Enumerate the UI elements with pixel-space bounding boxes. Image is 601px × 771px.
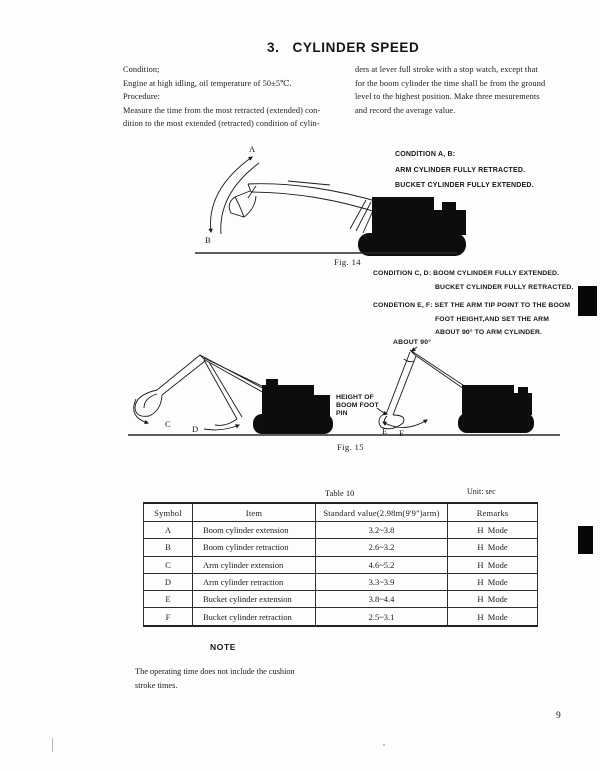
about-90-label: ABOUT 90°: [393, 339, 432, 346]
cell-value: 2.5~3.1: [316, 608, 448, 626]
cell-remarks: H Mode: [448, 608, 538, 626]
table-row: [144, 522, 538, 539]
table-row: [144, 608, 538, 626]
cell-remarks: H Mode: [448, 591, 538, 608]
col-header-remarks: Remarks: [448, 503, 538, 522]
intro-line: Measure the time from the most retracted (extended) con-: [123, 105, 321, 115]
fig15-label-f: F: [399, 428, 404, 438]
condition-line: CONDITION C, D: BOOM CYLINDER FULLY EXTENDED.: [373, 270, 560, 277]
fig15-caption: Fig. 15: [337, 442, 364, 452]
excavator-body-silhouettes: [253, 379, 534, 434]
cell-value: 3.2~3.8: [316, 522, 448, 539]
fig15-label-e: E: [382, 426, 388, 436]
scan-artifact: [383, 744, 385, 746]
table-row: [144, 556, 538, 573]
cell-symbol: D: [144, 573, 193, 590]
cell-item: Bucket cylinder extension: [193, 591, 316, 608]
excavator-body-silhouette: [358, 197, 466, 256]
label-line: PIN: [336, 410, 348, 417]
fig15-label-c: C: [165, 419, 171, 429]
fig14-label-b: B: [205, 235, 211, 245]
table-title: Table 10: [325, 488, 355, 498]
fig14-caption: Fig. 14: [334, 257, 361, 267]
cell-symbol: E: [144, 591, 193, 608]
col-header-standard-value: Standard value(2.98m(9'9")arm): [316, 503, 448, 522]
cell-remarks: H Mode: [448, 539, 538, 556]
intro-right-column: [355, 63, 569, 117]
intro-line: Condition;: [123, 65, 160, 74]
intro-line: ders at lever full stroke with a stop watch, except that: [355, 65, 538, 74]
cell-item: Boom cylinder extension: [193, 522, 316, 539]
condition-line: ABOUT 90° TO ARM CYLINDER.: [435, 329, 543, 336]
intro-left-column: [123, 63, 341, 131]
condition-line: CONDETION E, F: SET THE ARM TIP POINT TO THE BOOM: [373, 302, 571, 309]
intro-line: dition to the most extended (retracted) condition of cylin-: [123, 119, 320, 128]
cell-symbol: B: [144, 539, 193, 556]
fig14-label-a: A: [249, 144, 256, 154]
table-unit-label: Unit: sec: [467, 487, 496, 496]
intro-line: level to the highest position. Make three mesurements: [355, 92, 540, 101]
fig15-excavator-diagram: [120, 338, 570, 444]
section-number: 3.: [267, 40, 280, 55]
table-row: [144, 573, 538, 590]
page-title: [267, 40, 419, 55]
table-row: [144, 591, 538, 608]
intro-line: and record the average value.: [355, 105, 456, 115]
label-line: BOOM FOOT: [336, 402, 379, 409]
cell-remarks: H Mode: [448, 522, 538, 539]
cell-symbol: F: [144, 608, 193, 626]
table-row: [144, 539, 538, 556]
left-excavator-outline: [134, 355, 275, 430]
section-index-tab: [578, 286, 597, 316]
table-header-row: [144, 503, 538, 522]
boom-arm-bucket-outline: [229, 181, 382, 233]
cell-item: Arm cylinder retraction: [193, 573, 316, 590]
note-heading: NOTE: [210, 642, 237, 652]
scan-artifact: [52, 738, 53, 752]
cell-value: 4.6~5.2: [316, 556, 448, 573]
note-line: The operating time does not include the cushion: [135, 667, 295, 676]
cell-value: 3.3~3.9: [316, 573, 448, 590]
cell-value: 3.8~4.4: [316, 591, 448, 608]
intro-line: Engine at high idling, oil temperature of 50±5℃.: [123, 78, 292, 88]
col-header-item: Item: [193, 503, 316, 522]
cell-item: Bucket cylinder retraction: [193, 608, 316, 626]
section-name: CYLINDER SPEED: [292, 40, 420, 55]
fig15-label-d: D: [192, 424, 199, 434]
cell-remarks: H Mode: [448, 556, 538, 573]
intro-line: Procedure:: [123, 92, 160, 101]
cell-symbol: C: [144, 556, 193, 573]
cylinder-speed-table: [143, 502, 538, 627]
cell-value: 2.6~3.2: [316, 539, 448, 556]
condition-line: CONDITION A, B:: [395, 151, 456, 158]
intro-line: for the boom cylinder the time shall be from the ground: [355, 78, 546, 88]
fig14-excavator-diagram: [190, 140, 470, 260]
page-number: 9: [556, 711, 561, 721]
note-text: [135, 665, 295, 693]
boom-swing-arc: [211, 157, 259, 234]
condition-line: FOOT HEIGHT,AND SET THE ARM: [435, 315, 550, 323]
condition-line: BUCKET CYLINDER FULLY RETRACTED.: [435, 283, 574, 291]
condition-line: ARM CYLINDER FULLY RETRACTED.: [395, 166, 526, 174]
condition-line: BUCKET CYLINDER FULLY EXTENDED.: [395, 182, 534, 189]
col-header-symbol: Symbol: [144, 503, 193, 522]
cell-remarks: H Mode: [448, 573, 538, 590]
condition-cdef-label: [373, 267, 573, 340]
note-line: stroke times.: [135, 681, 178, 690]
cell-item: Boom cylinder retraction: [193, 539, 316, 556]
cell-symbol: A: [144, 522, 193, 539]
section-index-tab: [578, 526, 593, 554]
label-line: HEIGHT OF: [336, 394, 374, 401]
cell-item: Arm cylinder extension: [193, 556, 316, 573]
